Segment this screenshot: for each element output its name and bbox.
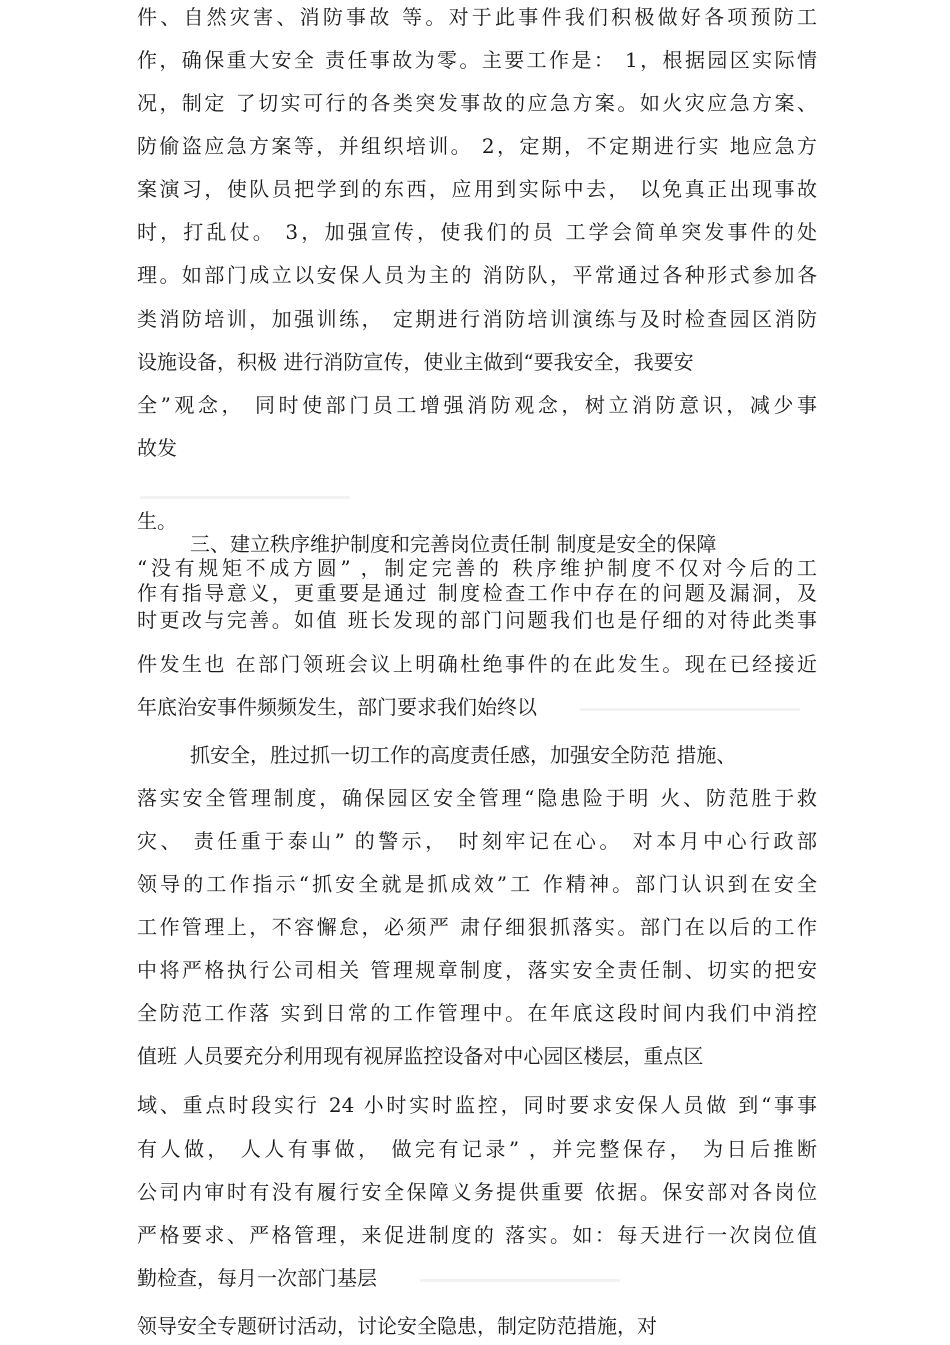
faint-text-residue xyxy=(140,496,350,499)
text-line: 抓安全，胜过抓一切工作的高度责任感，加强安全防范 措施、 xyxy=(190,743,737,767)
faint-text-residue xyxy=(580,708,800,711)
text-line: 工作管理上，不容懈怠，必须严 肃仔细狠抓落实。部门在以后的工作 xyxy=(137,915,817,939)
text-line: 作有指导意义，更重要是通过 制度检查工作中存在的问题及漏洞，及 xyxy=(137,582,817,604)
text-line: 灾、 责任重于泰山” 的警示， 时刻牢记在心。 对本月中心行政部 xyxy=(137,829,817,853)
text-line: 时，打乱仗。 3，加强宣传，使我们的员 工学会简单突发事件的处 xyxy=(137,220,817,244)
text-line: 中将严格执行公司相关 管理规章制度，落实安全责任制、切实的把安 xyxy=(137,958,817,982)
text-line: 领导安全专题研讨活动，讨论安全隐患，制定防范措施，对 xyxy=(137,1314,657,1338)
text-line: 件、自然灾害、消防事故 等。对于此事件我们积极做好各项预防工 xyxy=(137,5,817,29)
text-line: 故发 xyxy=(137,436,177,460)
faint-text-residue xyxy=(420,1279,620,1282)
text-line: 公司内审时有没有履行安全保障义务提供重要 依据。保安部对各岗位 xyxy=(137,1180,817,1204)
text-line: “没有规矩不成方圆” ，制定完善的 秩序维护制度不仅对今后的工 xyxy=(137,557,817,579)
text-line: 年底治安事件频频发生，部门要求我们始终以 xyxy=(137,695,537,719)
text-line: 值班 人员要充分利用现有视屏监控设备对中心园区楼层，重点区 xyxy=(137,1044,704,1068)
section-heading: 三、建立秩序维护制度和完善岗位责任制 制度是安全的保障 xyxy=(190,533,717,555)
text-line: 理。如部门成立以安保人员为主的 消防队，平常通过各种形式参加各 xyxy=(137,263,817,287)
text-line: 领导的工作指示“抓安全就是抓成效”工 作精神。部门认识到在安全 xyxy=(137,872,817,896)
text-line: 件发生也 在部门领班会议上明确杜绝事件的在此发生。现在已经接近 xyxy=(137,652,817,676)
text-line: 生。 xyxy=(137,509,177,533)
text-line: 案演习，使队员把学到的东西，应用到实际中去， 以免真正出现事故 xyxy=(137,177,817,201)
text-line: 时更改与完善。如值 班长发现的部门问题我们也是仔细的对待此类事 xyxy=(137,608,817,632)
text-line: 设施设备，积极 进行消防宣传，使业主做到“要我安全，我要安 xyxy=(137,350,694,374)
text-line: 严格要求、严格管理，来促进制度的 落实。如：每天进行一次岗位值 xyxy=(137,1223,817,1247)
text-line: 类消防培训，加强训练， 定期进行消防培训演练与及时检查园区消防 xyxy=(137,307,817,331)
text-line: 作，确保重大安全 责任事故为零。主要工作是： 1，根据园区实际情 xyxy=(137,48,817,72)
text-line: 域、重点时段实行 24 小时实时监控，同时要求安保人员做 到“事事 xyxy=(137,1093,817,1117)
text-line: 况，制定 了切实可行的各类突发事故的应急方案。如火灾应急方案、 xyxy=(137,91,817,115)
text-line: 勤检查，每月一次部门基层 xyxy=(137,1266,377,1290)
text-line: 全防范工作落 实到日常的工作管理中。在年底这段时间内我们中消控 xyxy=(137,1001,817,1025)
text-line: 有人做， 人人有事做， 做完有记录” ，并完整保存， 为日后推断 xyxy=(137,1137,817,1161)
text-line: 防偷盗应急方案等，并组织培训。 2，定期，不定期进行实 地应急方 xyxy=(137,134,817,158)
text-line: 全”观念， 同时使部门员工增强消防观念，树立消防意识，减少事 xyxy=(137,393,817,417)
text-line: 落实安全管理制度，确保园区安全管理“隐患险于明 火、防范胜于救 xyxy=(137,786,817,810)
